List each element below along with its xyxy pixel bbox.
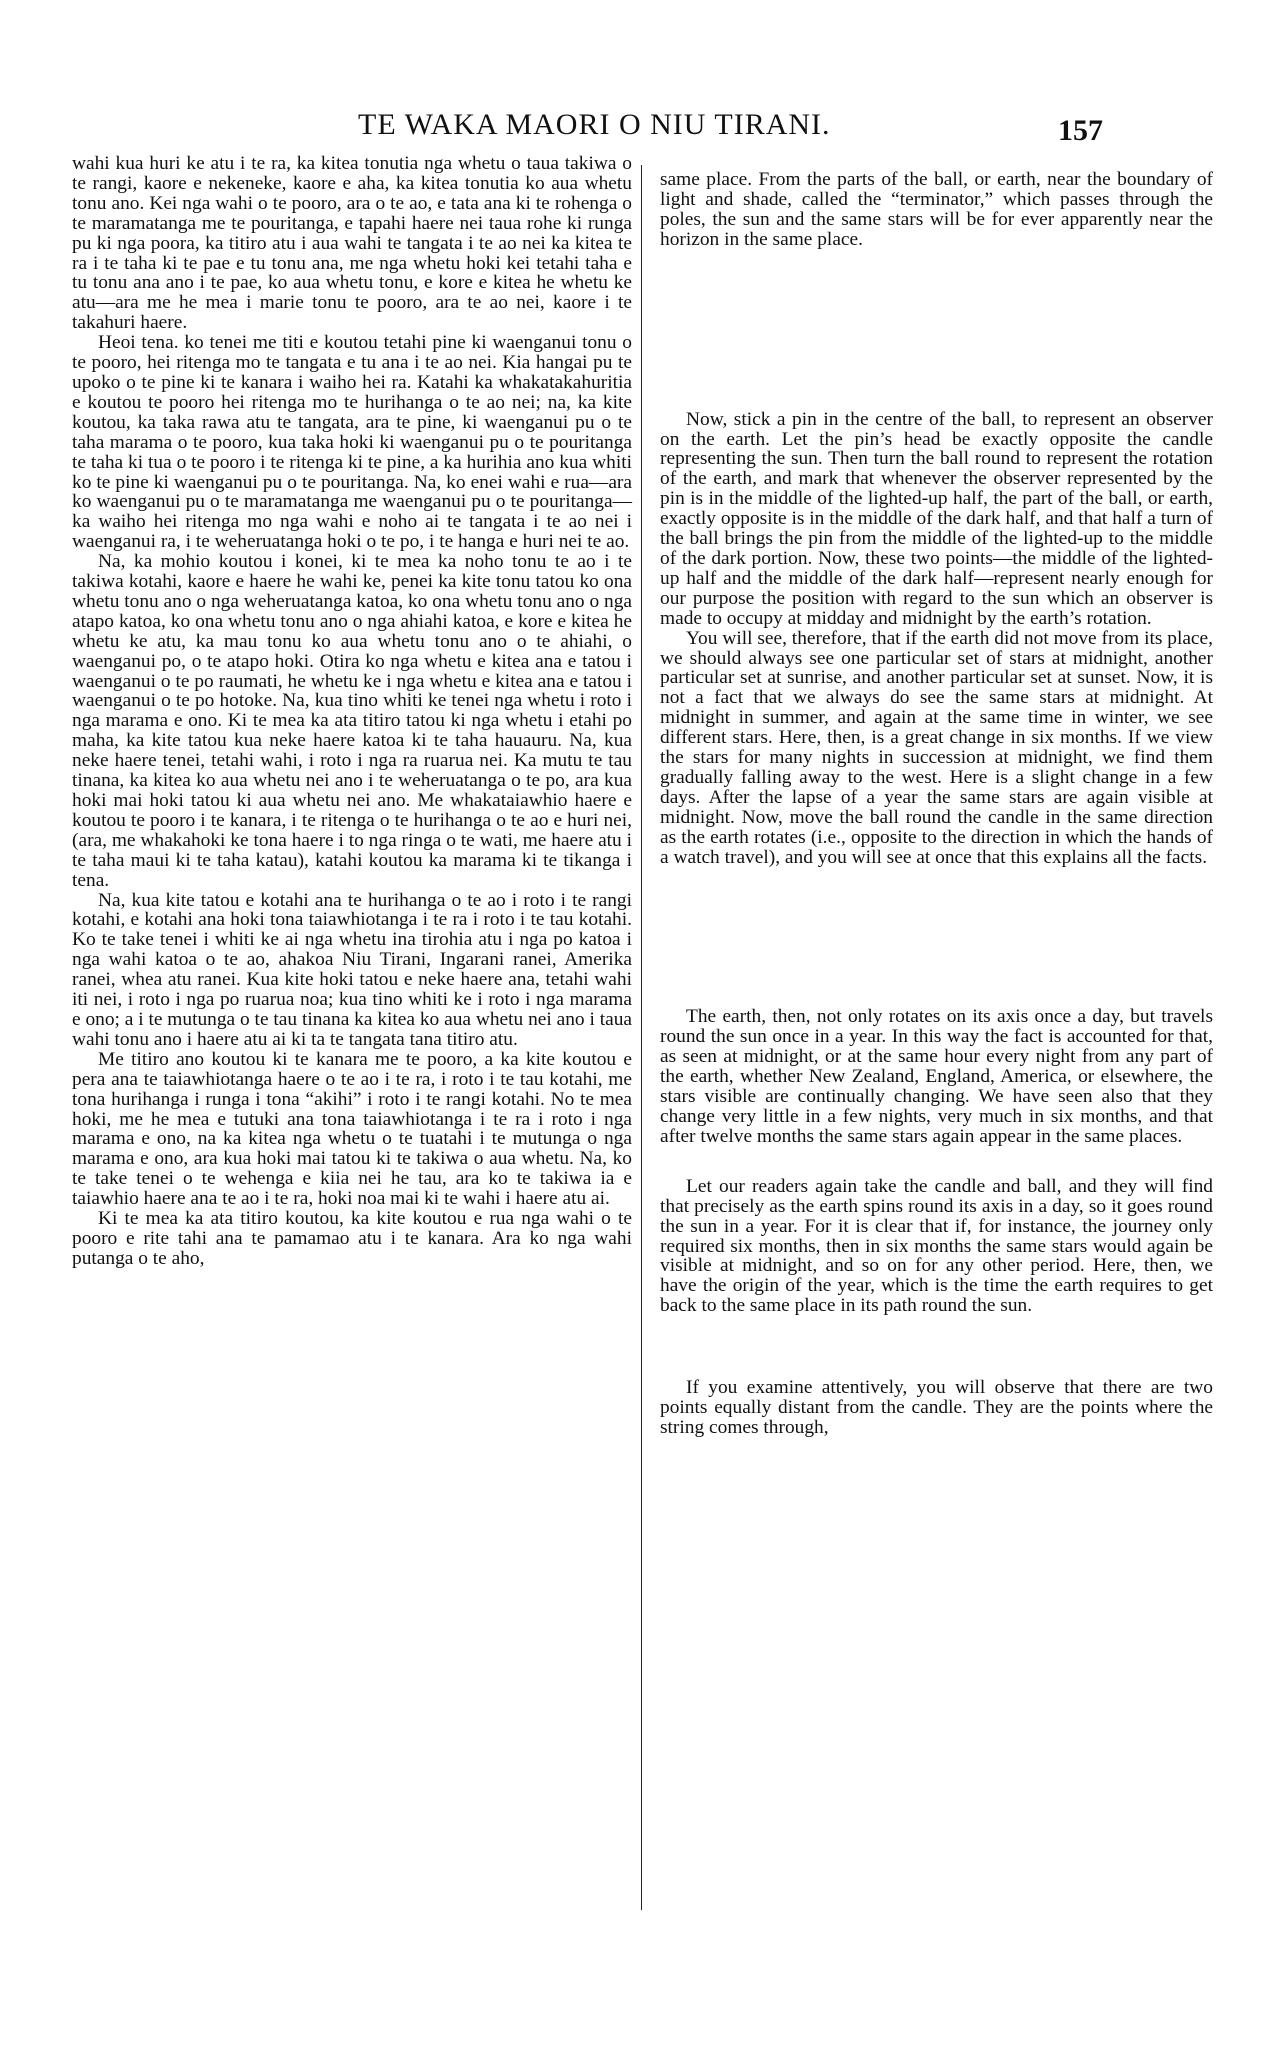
spacer <box>660 1316 1213 1378</box>
paragraph: If you examine attentively, you will observe that there are two points equally distant from the candle. They are the points where the string comes through, <box>660 1377 1213 1438</box>
paragraph: same place. From the parts of the ball, or earth, near the boundary of light and shade, called the “terminator,” which passes through the poles, the sun and the same stars will be for ever apparently near the horizon in the same place. <box>660 169 1213 250</box>
spacer <box>660 250 1213 410</box>
paragraph: The earth, then, not only rotates on its axis once a day, but travels round the sun once in a year. In this way the fact is accounted for that, as seen at midnight, or at the same hour every night from any part of the earth, whether New Zealand, England, America, or elsewhere, the stars visible are continually changing. We have seen also that they change very little in a few nights, very much in six months, and that after twelve months the same stars again appear in the same places. <box>660 1006 1213 1147</box>
paragraph: Ki te mea ka ata titiro koutou, ka kite koutou e rua nga wahi o te pooro e rite tahi ana te pamamao atu i te kanara. Ara ko nga wahi putanga o te aho, <box>72 1208 632 1269</box>
paragraph: Na, ka mohio koutou i konei, ki te mea ka noho tonu te ao i te takiwa kotahi, kaore e haere he wahi ke, penei ka kite tonu tatou ko ona whetu tonu ano o nga weheruatanga katoa, ko ona whetu tonu ano o nga atapo katoa, ko ona whetu tonu ano o nga ahiahi katoa, e kore e kitea he whetu ke atu, ka mau tonu ko aua whetu tonu ano o te ahiahi, o waenganui po, o te atapo hoki. Otira ko nga whetu e kitea ana e tatou i waenganui o te po raumati, he whetu ke i nga whetu e kitea ana e tatou i waenganui o te po hotoke. Na, kua tino whiti ke tenei nga whetu i roto i nga marama e ono. Ki te mea ka ata titiro tatou ki nga whetu i etahi po maha, ka kite tatou kua neke haere katoa ki te taha hauauru. Na, kua neke haere tenei, tetahi wahi, i roto i nga ra ruarua nei. Ka mutu te tau tinana, ka kitea ko aua whetu nei ano i te weheruatanga o te po, ara kua hoki mai hoki tatou ki aua whetu nei ano. Me whakataiawhio haere e koutou te pooro i te kanara, i te ritenga o te hurihanga o te ao e huri nei, (ara, me whakahoki ke tona haere i to nga ringa o te wati, me haere atu i te taha maui ki te taha katau), katahi koutou ka marama ki te tikanga i tena. <box>72 551 633 891</box>
page-number: 157 <box>1058 114 1103 147</box>
right-column-english <box>660 170 1213 1438</box>
paragraph: Let our readers again take the candle and ball, and they will find that precisely as the earth spins round its axis in a day, so it goes round the sun in a year. For it is clear that if, for instance, the journey only required six months, then in six months the same stars would again be visible at midnight, and so on for any other period. Here, then, we have the origin of the year, which is the time the earth requires to get back to the same place in its path round the sun. <box>660 1175 1213 1317</box>
running-title: TE WAKA MAORI O NIU TIRANI. <box>358 108 831 141</box>
paragraph: Now, stick a pin in the centre of the ball, to represent an observer on the earth. Let the pin’s head be exactly opposite the candle representing the sun. Then turn the ball round to represent the rotation of the earth, and mark that whenever the observer represented by the pin is in the middle of the lighted-up half, the part of the ball, or earth, exactly opposite is in the middle of the dark half, and that half a turn of the ball brings the pin from the middle of the lighted-up to the middle of the dark portion. Now, these two points—the middle of the lighted-up half and the middle of the dark half—represent nearly enough for our purpose the position with regard to the sun which an observer is made to occupy at midday and midnight by the earth’s rotation. <box>660 408 1213 629</box>
spacer <box>660 867 1213 1007</box>
paragraph: Na, kua kite tatou e kotahi ana te hurihanga o te ao i roto i te rangi kotahi, e kotahi ana hoki tona taiawhiotanga i te ra i roto i te tau kotahi. Ko te take tenei i whiti ke ai nga whetu ina tirohia atu i nga po katoa i nga wahi katoa o te ao, ahakoa Niu Tirani, Ingarani ranei, Amerika ranei, whea atu ranei. Kua kite hoki tatou e neke haere ana, tetahi wahi iti nei, i roto i nga po ruarua noa; kua tino whiti ke i roto i nga marama e ono; a i te mutunga o te tau tinana ka kitea ko aua whetu nei ano i taua wahi tonu ano i haere atu ai ki ta te tangata tana titiro atu. <box>72 889 632 1050</box>
paragraph: Heoi tena. ko tenei me titi e koutou tetahi pine ki waenganui tonu o te pooro, hei ritenga mo te tangata e tu ana i te ao nei. Kia hangai pu te upoko o te pine ki te kanara i waiho hei ra. Katahi ka whakatakahuritia e koutou te pooro hei ritenga mo te hurihanga o te ao nei; na, ka kite koutou, ka taka rawa atu te tangata, ara te pine, ki waenganui pu o te taha marama o te pooro, kua taka hoki ki waenganui pu o te pouritanga te taha ki tua o te pooro i te ritenga ki te pine, a ka hurihia ano kua whiti ko te pine ki waenganui pu o te pouritanga. Na, ko enei wahi e rua—ara ko waenganui pu o te maramatanga me waenganui pu o te pouritanga—ka waiho hei ritenga mo nga wahi e noho ai te tangata i te ao nei i waenganui ra, i te weheruatanga hoki o te po, i te hanga e huri nei te ao. <box>72 332 632 553</box>
left-column-maori <box>72 154 632 1269</box>
paragraph: You will see, therefore, that if the earth did not move from its place, we should always see one particular set of stars at midnight, another particular set at sunrise, and another particular set at sunset. Now, it is not a fact that we always do see the same stars at midnight. At midnight in summer, and again at the same time in winter, we see different stars. Here, then, is a great change in six months. If we view the stars for many nights in succession at midnight, we find them gradually falling away to the west. Here is a slight change in a few days. After the lapse of a year the same stars are again visible at midnight. Now, move the ball round the candle in the same direction as the earth rotates (i.e., opposite to the direction in which the hands of a watch travel), and you will see at once that this explains all the facts. <box>660 627 1213 868</box>
column-divider <box>641 165 642 1910</box>
paragraph: wahi kua huri ke atu i te ra, ka kitea tonutia nga whetu o taua takiwa o te rangi, kaore e nekeneke, kaore e aha, ka kitea tonutia ko aua whetu tonu ano. Kei nga wahi o te pooro, ara o te ao, e tata ana ki te rohenga o te maramatanga me te pouritanga, e tapahi haere nei taua rohe ki runga pu ki nga poora, ka titiro atu i aua wahi te tangata i te ao nei ka kitea te ra i te taha ki te pae e tu tonu ana, me nga whetu hoki kei tetahi taha e tu tonu ana ano i te pae, ko aua whetu tonu, e kore e kitea he whetu ke atu—ara me he mea i marie tonu te pooro, ara te ao nei, kaore i te takahuri haere. <box>72 153 632 334</box>
spacer <box>660 1147 1213 1177</box>
paragraph: Me titiro ano koutou ki te kanara me te pooro, a ka kite koutou e pera ana te taiawhiotanga haere o te ao i te ra, i roto i te tau kotahi, me tona hurihanga i runga i tona “akihi” i roto i te rangi kotahi. No te mea hoki, me he mea e tutuki ana tona taiawhiotanga i te ra i roto i nga marama e ono, na ka kitea nga whetu o te tuatahi i te mutunga o nga marama e ono, ara kua hoki mai tatou ki te takiwa o aua whetu. Na, ko te take tenei o te wehenga e kiia nei he tau, ara ko te takiwa ia e taiawhio haere ana te ao i te ra, hoki noa mai ki te wahi i haere atu ai. <box>72 1048 632 1210</box>
page-header <box>0 108 1280 148</box>
